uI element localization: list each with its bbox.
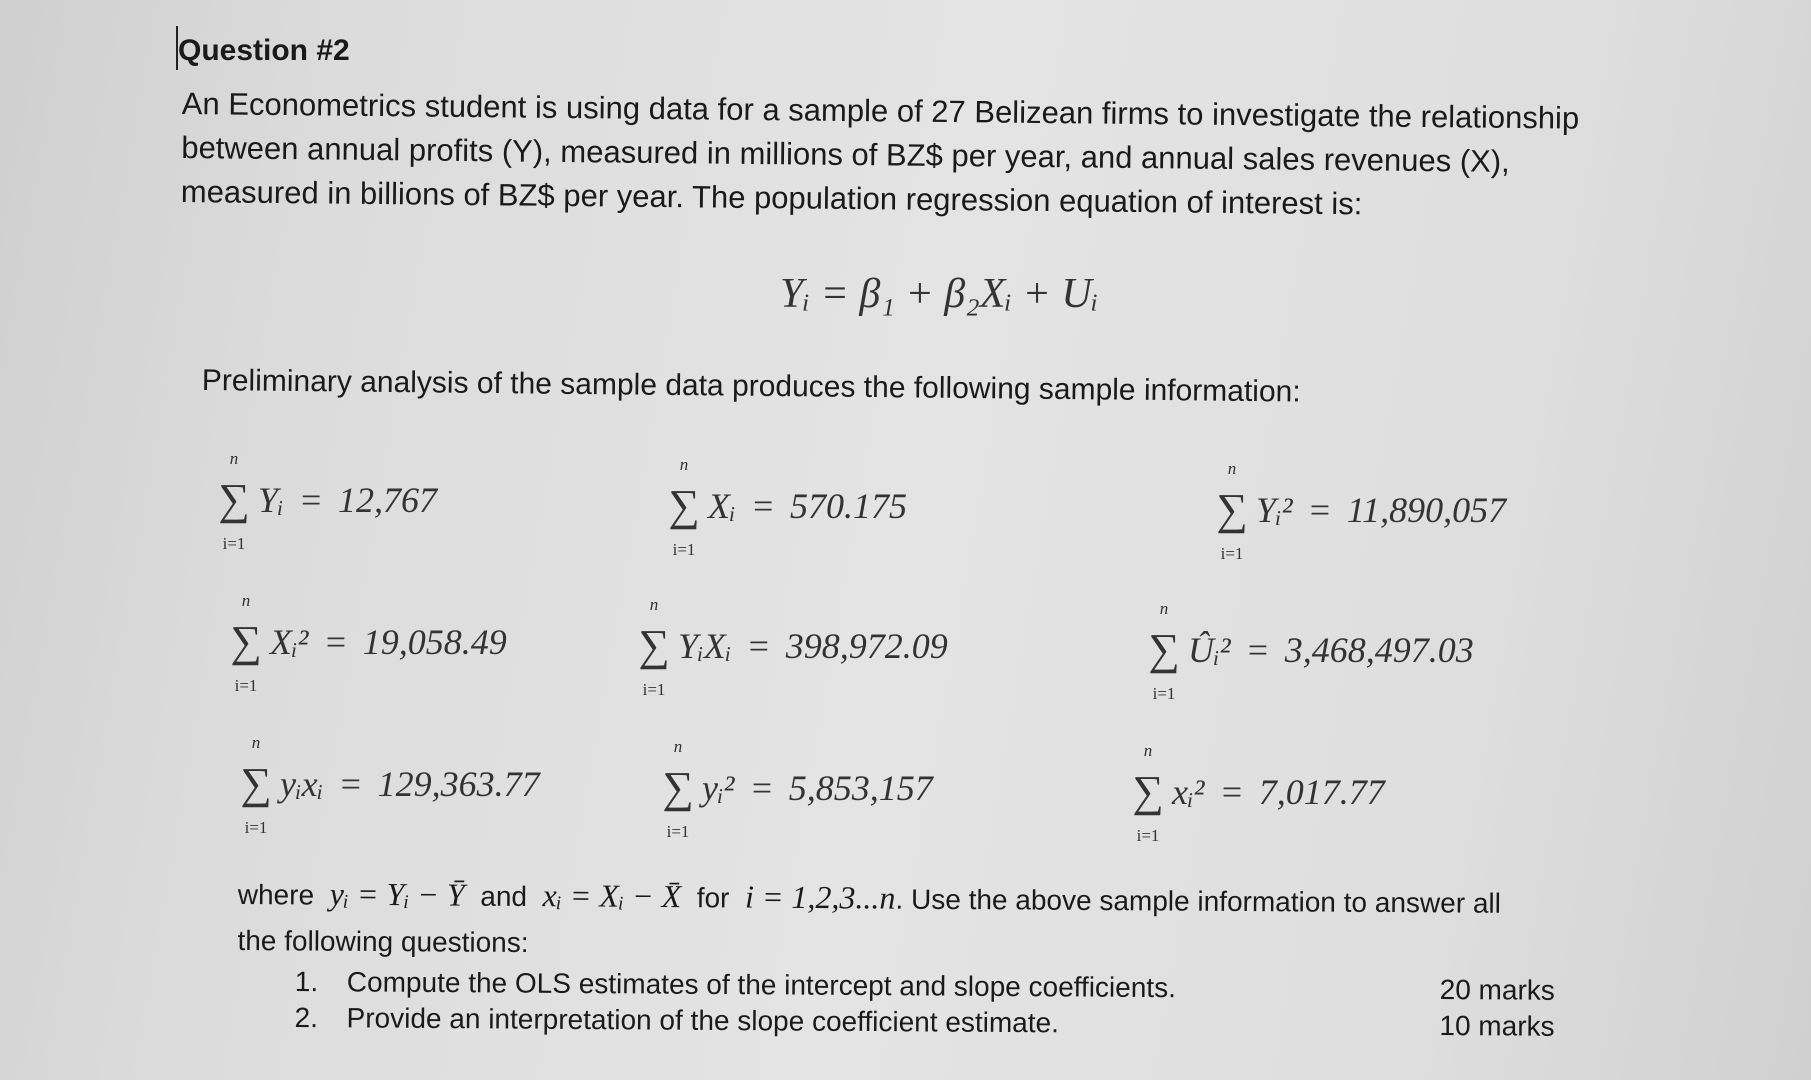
stat-expr: YᵢXᵢ [678,626,732,666]
stat-value: 3,468,497.03 [1284,630,1474,670]
sum-lower: i=1 [1152,684,1176,703]
stat-value: 7,017.77 [1258,772,1385,812]
question-text: Provide an interpretation of the slope coefficient estimate. [346,1002,1060,1039]
sum-upper: n [1159,599,1169,618]
question-paragraph [181,82,1642,229]
question-list [294,964,1554,1045]
stat-value: 570.175 [789,486,907,526]
index-range: i = 1,2,3...n [744,878,896,916]
sigma-symbol: ∑ n i=1 [216,478,252,522]
sum-upper: n [251,733,261,752]
stat-expr: yᵢxᵢ [280,764,324,804]
deviation-x-definition: xᵢ = Xᵢ − X̄ [542,877,682,915]
stat-expr: Yᵢ² [1256,490,1293,530]
list-item [294,1000,1554,1045]
stat-sum-y-dev-squared: ∑ n i=1 yᵢ² = 5,853,157 [660,766,933,810]
stat-sum-yx: ∑ n i=1 YᵢXᵢ = 398,972.09 [636,624,948,668]
stat-value: 19,058.49 [362,622,507,662]
sum-lower: i=1 [642,680,666,699]
preliminary-text: Preliminary analysis of the sample data produces the following sample information: [201,364,1301,409]
sum-lower: i=1 [222,534,246,553]
sum-upper: n [241,591,251,610]
sum-lower: i=1 [672,540,696,559]
stat-sum-x-squared: ∑ n i=1 Xᵢ² = 19,058.49 [228,620,507,664]
stat-sum-y-squared: ∑ n i=1 Yᵢ² = 11,890,057 [1214,488,1506,532]
question-marks: 10 marks [1439,1009,1555,1042]
stat-expr: Xᵢ [708,486,736,526]
stat-expr: Xᵢ² [270,622,309,662]
instruction-text: . Use the above sample information to answer all [895,883,1502,919]
sigma-symbol: ∑ n i=1 [1130,770,1166,814]
stat-sum-yx-dev: ∑ n i=1 yᵢxᵢ = 129,363.77 [238,762,540,806]
sum-lower: i=1 [1136,826,1160,845]
sum-upper: n [1143,741,1153,760]
stat-sum-u-hat-squared: ∑ n i=1 Ûᵢ² = 3,468,497.03 [1146,628,1474,672]
paragraph-line: between annual profits (Y), measured in millions of BZ$ per year, and annual sales revenues (X), [181,129,1510,179]
sigma-symbol: ∑ n i=1 [666,484,702,528]
sigma-symbol: ∑ n i=1 [636,624,672,668]
question-marks: 20 marks [1439,973,1555,1006]
stat-expr: Ûᵢ² [1188,630,1231,670]
sum-lower: i=1 [234,676,258,695]
and-word: and [480,880,528,913]
deviation-y-definition: yᵢ = Yᵢ − Ȳ [329,875,465,913]
paragraph-line: An Econometrics student is using data for a sample of 27 Belizean firms to investigate the relationship [181,85,1580,136]
stat-value: 12,767 [338,480,438,520]
sum-upper: n [673,737,683,756]
sigma-symbol: ∑ n i=1 [660,766,696,810]
stat-sum-y: ∑ n i=1 Yᵢ = 12,767 [216,478,437,522]
for-word: for [696,882,730,914]
sum-lower: i=1 [666,822,690,841]
stat-sum-x-dev-squared: ∑ n i=1 xᵢ² = 7,017.77 [1130,770,1385,814]
stat-value: 11,890,057 [1346,490,1507,530]
sigma-symbol: ∑ n i=1 [238,762,274,806]
stat-expr: Yᵢ [258,480,284,520]
question-title: Question #2 [178,34,350,67]
stat-value: 129,363.77 [377,764,540,804]
sum-upper: n [679,455,689,474]
where-paragraph [237,870,1638,974]
question-number: 2. [294,1001,319,1034]
where-word: where [237,878,315,911]
question-number: 1. [294,965,319,998]
sigma-symbol: ∑ n i=1 [1214,488,1250,532]
sigma-symbol: ∑ n i=1 [1146,628,1182,672]
stat-expr: yᵢ² [702,768,735,808]
sum-upper: n [1227,459,1237,478]
where-line-2: the following questions: [237,924,529,959]
sigma-symbol: ∑ n i=1 [228,620,264,664]
stat-value: 398,972.09 [785,626,948,666]
regression-equation: Yᵢ = β₁ + β₂Xᵢ + Uᵢ [780,271,1099,317]
sum-lower: i=1 [1220,544,1244,563]
sum-upper: n [229,449,239,468]
stat-value: 5,853,157 [788,768,933,808]
paragraph-line: measured in billions of BZ$ per year. The population regression equation of interest is: [180,173,1363,222]
stat-sum-x: ∑ n i=1 Xᵢ = 570.175 [666,484,907,528]
sum-upper: n [649,595,659,614]
stat-expr: xᵢ² [1172,772,1205,812]
sum-lower: i=1 [244,818,268,837]
question-text: Compute the OLS estimates of the intercept and slope coefficients. [346,966,1177,1004]
